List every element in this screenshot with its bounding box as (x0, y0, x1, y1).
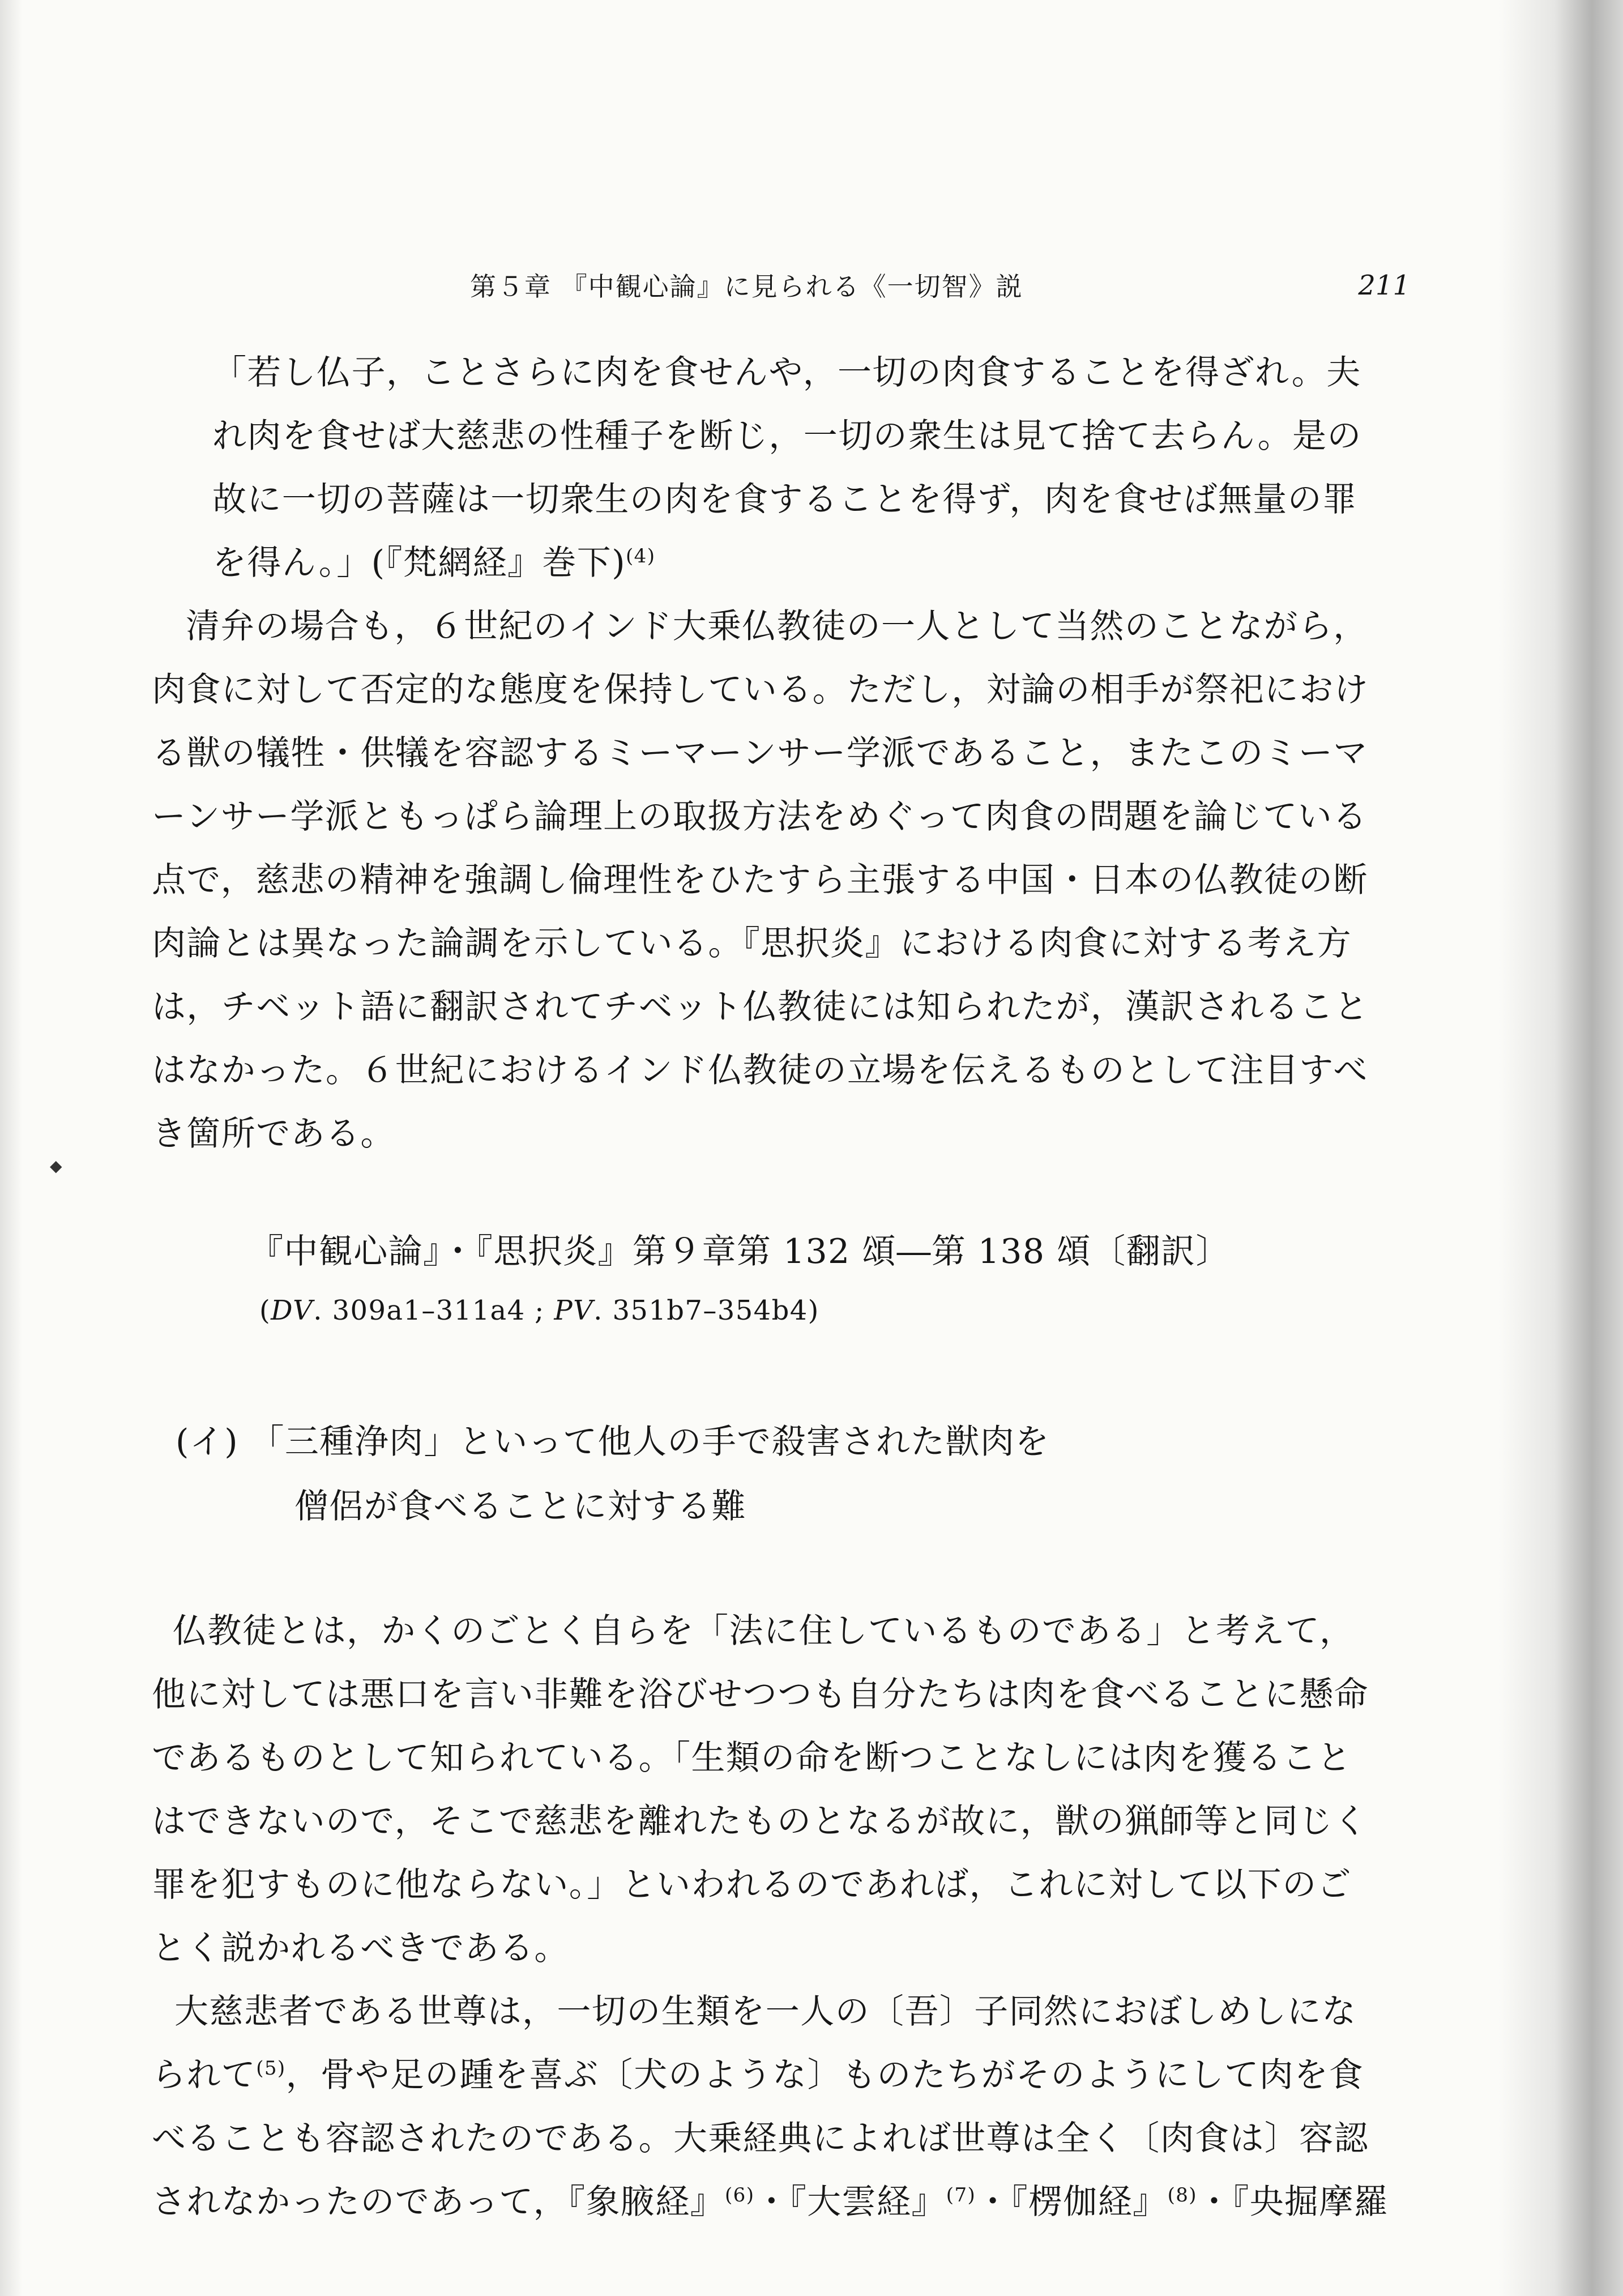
quote-line: 故に一切の菩薩は一切衆生の肉を食することを得ず，肉を食せば無量の罪 (212, 480, 1357, 519)
subsection-line-1: (イ) 「三種浄肉」といって他人の手で殺害された獣肉を (176, 1422, 1050, 1462)
paragraph-line: はできないので，そこで慈悲を離れたものとなるが故に，獣の猟師等と同じく (152, 1802, 1368, 1841)
paragraph-line: 他に対しては悪口を言い非難を浴びせつつも自分たちは肉を食べることに懸命 (152, 1675, 1369, 1714)
paragraph-line: であるものとして知られている。「生類の命を断つことなしには肉を獲ること (152, 1738, 1352, 1778)
quote-line (212, 543, 656, 583)
footnote-ref-7: (7) (946, 2184, 976, 2207)
subsection-line-2: 僧侶が食べることに対する難 (294, 1487, 747, 1526)
paragraph-line: 肉論とは異なった論調を示している。『思択炎』における肉食に対する考え方 (152, 924, 1352, 963)
quote-line: 「若し仏子，ことさらに肉を食せんや，一切の肉食することを得ざれ。夫 (212, 353, 1361, 392)
paragraph-line: 罪を犯すものに他ならない。」といわれるのであれば，これに対して以下のご (152, 1865, 1352, 1905)
footnote-ref-5: (5) (256, 2057, 286, 2080)
paragraph-line: は，チベット語に翻訳されてチベット仏教徒には知られたが，漢訳されること (152, 987, 1369, 1027)
ref-pv: PV (554, 1295, 594, 1326)
page-number: 211 (1358, 270, 1410, 301)
footnote-ref-4: (4) (626, 545, 656, 567)
section-reference: (DV. 309a1–311a4 ; PV. 351b7–354b4) (259, 1295, 819, 1326)
paragraph-line: ーンサー学派ともっぱら論理上の取扱方法をめぐって肉食の問題を論じている (152, 797, 1368, 837)
paragraph-line: る獣の犠牲・供犠を容認するミーマーンサー学派であること，またこのミーマ (152, 733, 1368, 773)
chapter-title: 第５章 『中観心論』に見られる《一切智》説 (470, 271, 1023, 302)
section-title: 『中観心論』・『思択炎』第９章第 132 頌―第 138 頌〔翻訳〕 (249, 1232, 1231, 1271)
paragraph-line: はなかった。６世紀におけるインド仏教徒の立場を伝えるものとして注目すべ (152, 1051, 1368, 1090)
paragraph-line: き箇所である。 (152, 1114, 395, 1154)
paragraph-line: 点で，慈悲の精神を強調し倫理性をひたすら主張する中国・日本の仏教徒の断 (152, 860, 1368, 900)
running-header (170, 266, 1410, 311)
paragraph-line: られて$^{(5)}$，骨や足の踵を喜ぶ〔犬のような〕ものたちがそのようにして肉を食 (152, 2055, 1364, 2095)
paragraph-line: 仏教徒とは，かくのごとく自らを「法に住しているものである」と考えて， (173, 1611, 1355, 1651)
footnote-ref-8: (8) (1167, 2184, 1197, 2207)
paragraph-line: されなかったのであって，『象腋経』$^{(6)}$・『大雲経』$^{(7)}$・『楞伽経』$^{(8)}$・『央掘摩羅 (152, 2182, 1389, 2222)
paragraph-line: 肉食に対して否定的な態度を保持している。ただし，対論の相手が祭祀におけ (152, 670, 1369, 710)
paragraph-line: 清弁の場合も，６世紀のインド大乗仏教徒の一人として当然のことながら， (186, 607, 1368, 646)
ref-dv: DV (271, 1295, 314, 1326)
scan-mark: ◆ (50, 1156, 62, 1175)
paragraph-line: とく説かれるべきである。 (152, 1928, 569, 1968)
footnote-ref-6: (6) (725, 2184, 755, 2207)
paragraph-line: べることも容認されたのである。大乗経典によれば世尊は全く〔肉食は〕容認 (152, 2119, 1369, 2158)
paragraph-line: 大慈悲者である世尊は，一切の生類を一人の〔吾〕子同然におぼしめしにな (174, 1992, 1357, 2032)
quote-last-text: を得ん。」(『梵網経』巻下) (212, 543, 626, 583)
quote-line: れ肉を食せば大慈悲の性種子を断じ，一切の衆生は見て捨て去らん。是の (212, 416, 1362, 456)
